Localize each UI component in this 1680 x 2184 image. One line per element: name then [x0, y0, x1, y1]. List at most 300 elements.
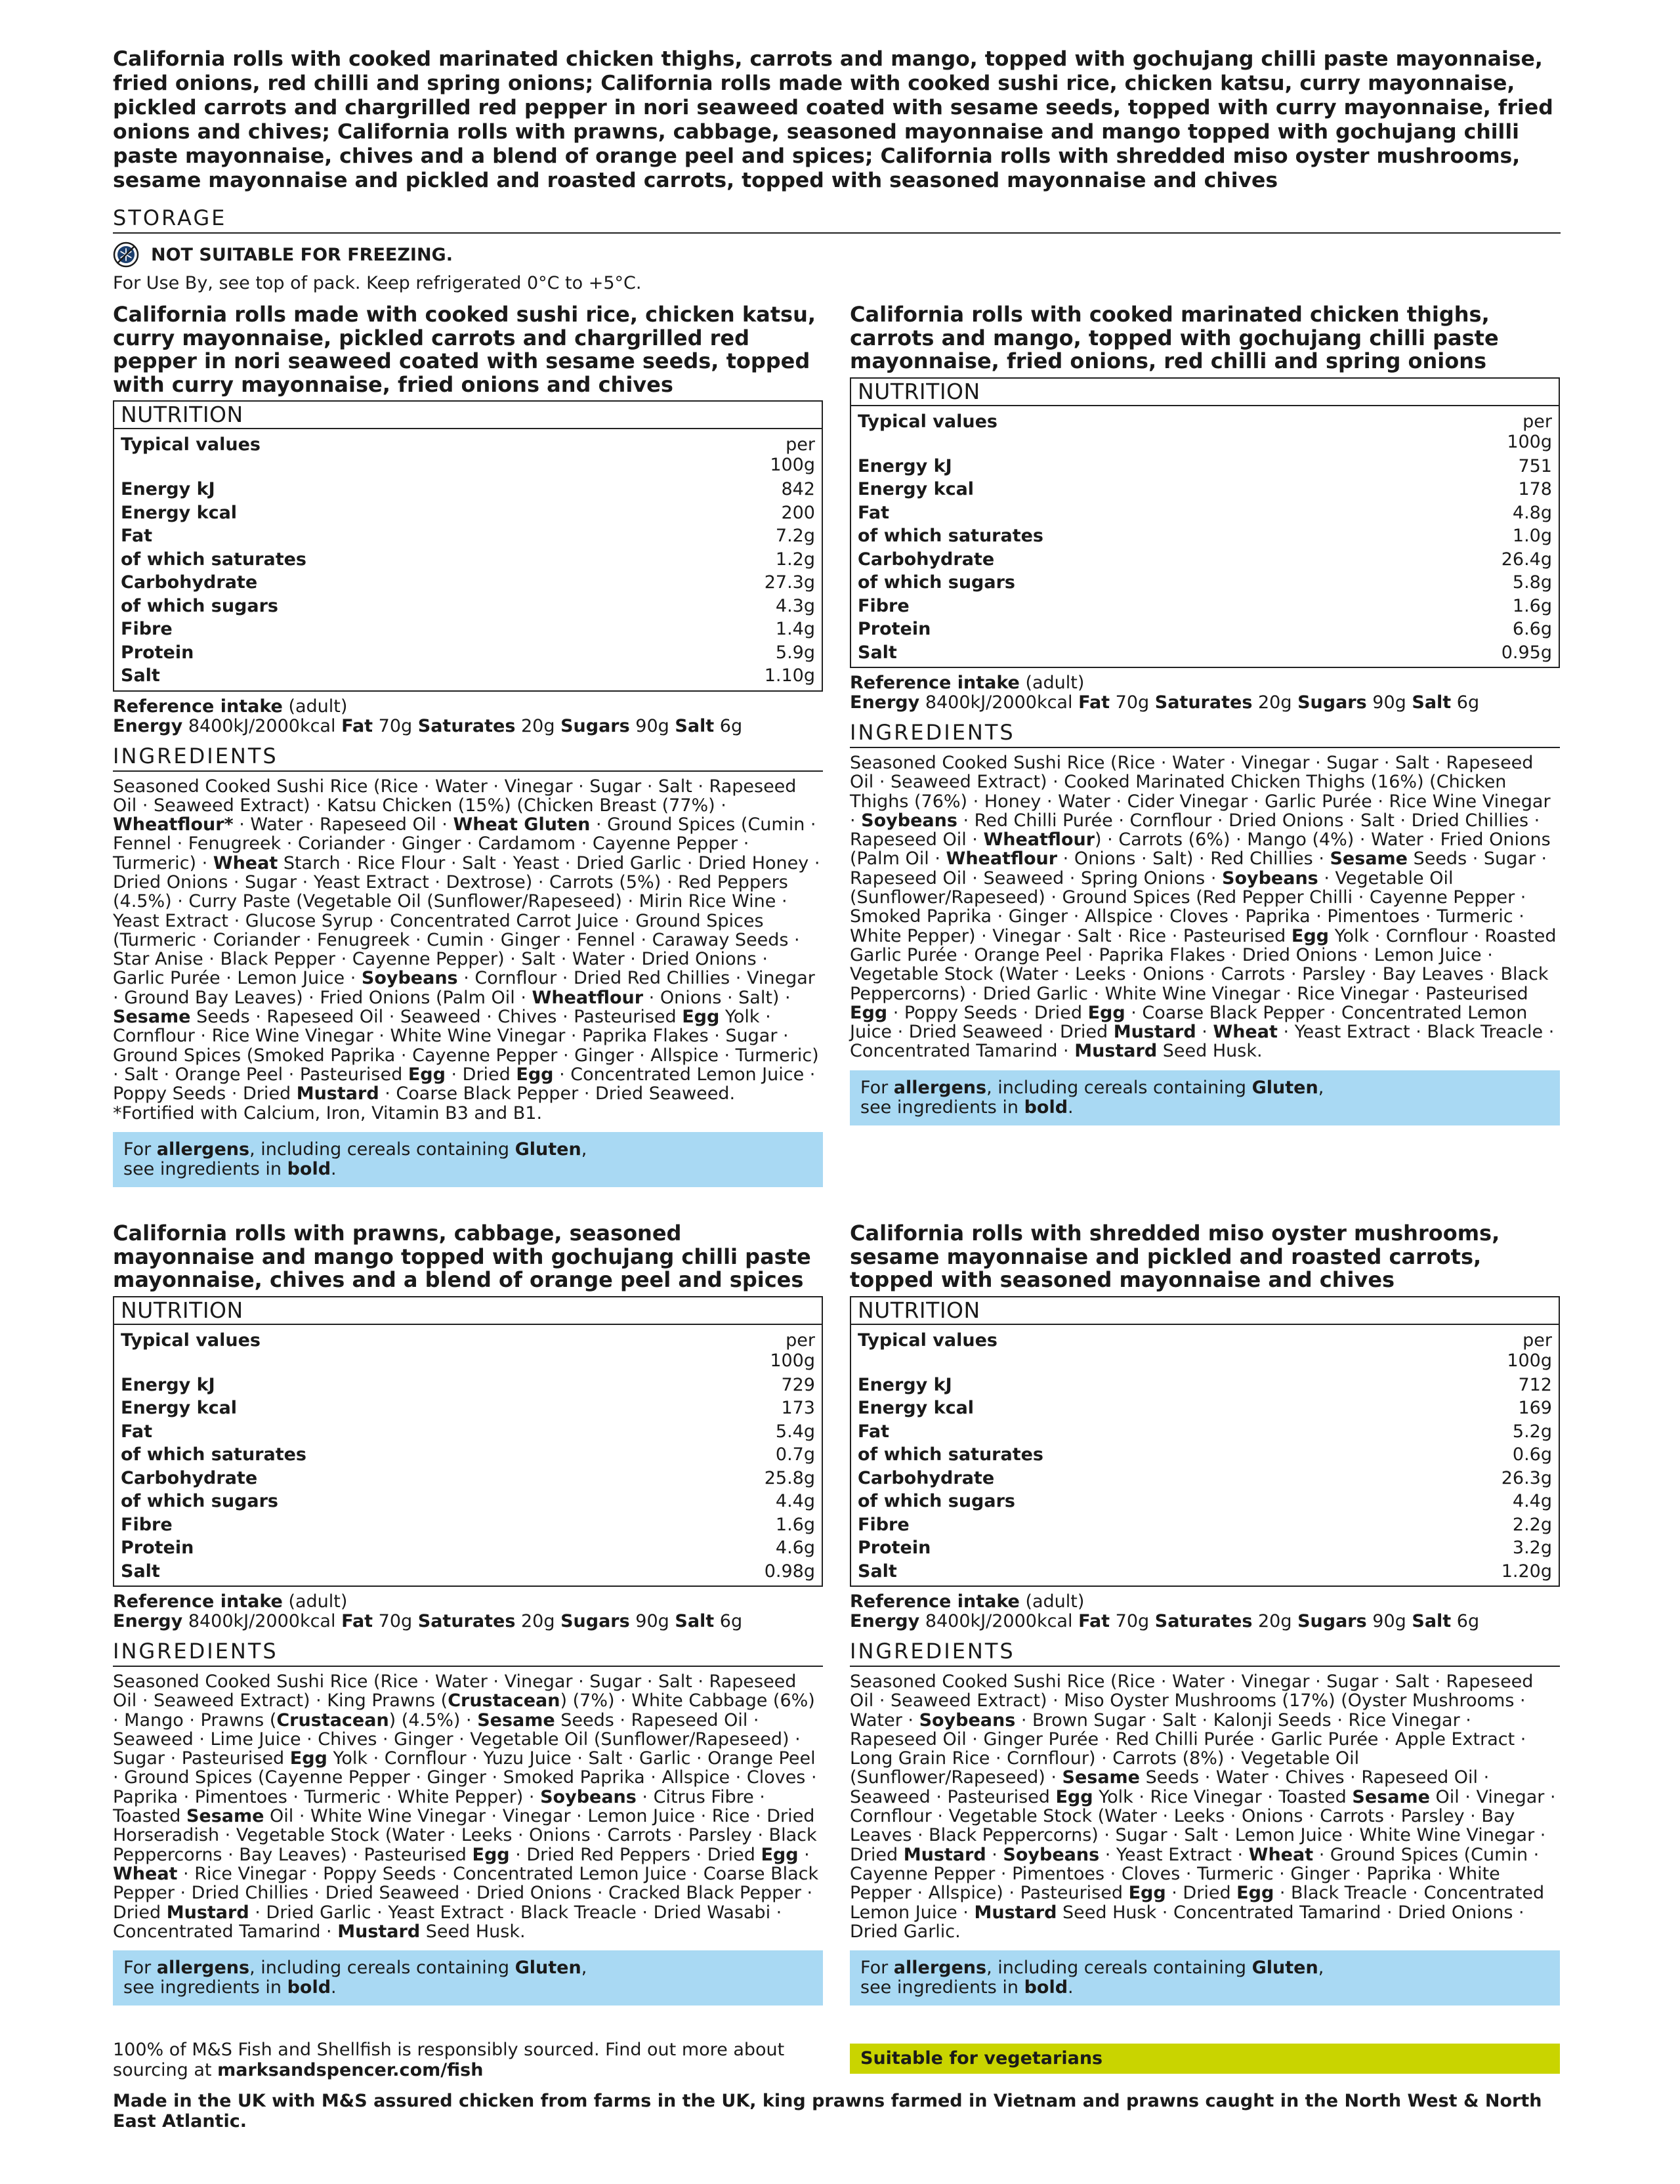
ingredient-text: Seed Husk.: [1157, 1041, 1263, 1062]
nutrient-name: Fat: [121, 1421, 152, 1442]
ingredient-text: Seasoned Cooked Sushi Rice (Rice · Water · Vinegar · Sugar · Salt · Rapeseed Oil · Seaweed Extract) · King Prawns (: [113, 1671, 797, 1712]
allergen-ingredient: Wheatflour: [532, 987, 644, 1008]
ingredient-text: · Onions · Salt) · Red Chillies ·: [1057, 849, 1330, 870]
nutrient-name: Salt: [121, 1561, 160, 1582]
ingredient-text: · Ground Spices (Cumin · Fennel · Fenugreek · Coriander · Ginger · Cardamom · Cayenne Pepper · Turmeric) ·: [113, 814, 816, 873]
ingredient-text: Seeds · Sugar · Rapeseed Oil · Seaweed · Spring Onions ·: [850, 849, 1547, 889]
nutrient-name: Protein: [858, 619, 931, 639]
ingredient-text: · Cornflour · Dried Red Chillies · Vinegar · Ground Bay Leaves) · Fried Onions (Palm Oil ·: [113, 968, 815, 1008]
reference-intake-part: Salt: [675, 1611, 715, 1631]
nutrition-row: [858, 524, 1552, 548]
nutrient-value: 842: [781, 479, 815, 499]
ingredients-list: [113, 1672, 823, 1941]
product-title: California rolls with shredded miso oyster mushrooms, sesame mayonnaise and pickled and roasted carrots, topped with seasoned mayonnaise and chives: [850, 1221, 1500, 1292]
allergen-ingredient: Egg: [289, 1748, 327, 1769]
allergen-ingredient: Egg: [408, 1064, 446, 1085]
allergen-ingredient: Soybeans: [919, 1710, 1016, 1731]
reference-intake-part: Energy: [113, 715, 183, 736]
reference-intake-part: Fat: [1078, 692, 1110, 713]
ingredient-text: ) · Carrots (6%) · Mango (4%) · Water · Fried Onions (Palm Oil ·: [850, 830, 1551, 870]
nutrition-table: [850, 377, 1560, 669]
reference-intake-part: Sugars: [560, 1611, 630, 1631]
nutrient-value: 7.2g: [775, 526, 815, 546]
ingredients-list: [850, 1672, 1560, 1941]
allergen-advice-part: see ingredients in: [860, 1097, 1018, 1118]
ingredient-text: Seasoned Cooked Sushi Rice (Rice · Water · Vinegar · Sugar · Salt · Rapeseed Oil · Seaweed Extract) · Miso Oyster Mushrooms (17%) (Oyster Mushrooms · Water ·: [850, 1671, 1534, 1731]
allergen-advice-part: bold: [287, 1158, 331, 1179]
product-title: California rolls made with cooked sushi rice, chicken katsu, curry mayonnaise, pickled carrots and chargrilled red pepper in nori seaweed coated with sesame seeds, topped with curry mayonnaise, fried onions and chives: [113, 302, 816, 397]
nutrient-value: 1.10g: [764, 665, 815, 686]
nutrient-name: Fat: [858, 502, 889, 523]
allergen-advice-part: For: [123, 1139, 152, 1160]
nutrition-row: [121, 1374, 815, 1397]
ingredient-text: ) (7%) · White Cabbage (6%) · Mango · Prawns (: [113, 1690, 815, 1731]
reference-intake-part: Sugars: [1297, 692, 1367, 713]
allergen-ingredient: Sesame: [1062, 1767, 1140, 1788]
allergen-ingredient: Mustard: [974, 1902, 1057, 1923]
per-100g-label: [763, 434, 815, 475]
nutrient-name: Fibre: [121, 619, 173, 639]
allergen-ingredient: Egg: [472, 1844, 510, 1865]
per-label: per: [1522, 1330, 1552, 1351]
reference-intake-part: 6g: [719, 715, 743, 736]
ingredient-text: · Coarse Black Pepper · Dried Seaweed.: [379, 1083, 736, 1104]
reference-intake-part: (adult): [1025, 1591, 1085, 1612]
nutrient-name: Fat: [858, 1421, 889, 1442]
reference-intake-part: 8400kJ/2000kcal: [188, 715, 336, 736]
product-panel: [850, 303, 1560, 1125]
allergen-ingredient: Egg: [682, 1007, 720, 1028]
storage-note: For Use By, see top of pack. Keep refrigerated 0°C to +5°C.: [113, 273, 642, 293]
reference-intake: [850, 1592, 1560, 1631]
reference-intake-part: (adult): [288, 696, 348, 717]
nutrient-value: 1.0g: [1512, 526, 1552, 546]
ingredient-text: Seed Husk.: [420, 1921, 526, 1942]
nutrition-row: [858, 1374, 1552, 1397]
reference-intake-part: 20g: [520, 1611, 555, 1631]
allergen-ingredient: Wheatflour: [983, 830, 1095, 850]
allergen-advice-part: bold: [287, 1977, 331, 1998]
ingredient-text: · Red Chilli Purée · Cornflour · Dried Onions · Salt · Dried Chillies · Rapeseed Oil ·: [850, 810, 1540, 850]
nutrition-row: [858, 1513, 1552, 1537]
nutrition-row: [858, 595, 1552, 618]
nutrition-body: [114, 1325, 822, 1586]
nutrition-body: [114, 429, 822, 690]
ingredients-list: [113, 777, 823, 1123]
nutrition-row: [121, 1490, 815, 1513]
allergen-advice-part: , including cereals containing: [986, 1958, 1247, 1979]
allergen-ingredient: Egg: [1087, 1002, 1125, 1023]
reference-intake-part: Saturates: [1154, 1611, 1253, 1631]
nutrition-row: [858, 501, 1552, 525]
nutrition-row: [858, 1490, 1552, 1513]
allergen-ingredient: Mustard: [903, 1844, 986, 1865]
nutrition-row: [121, 1467, 815, 1490]
ingredient-text: · Dried Garlic · Yeast Extract · Black Treacle · Dried Wasabi · Concentrated Tamarind ·: [113, 1902, 782, 1942]
reference-intake-part: Energy: [850, 1611, 920, 1631]
reference-intake-part: 70g: [378, 1611, 413, 1631]
ingredient-text: Oil · White Wine Vinegar · Vinegar · Lemon Juice · Rice · Dried Horseradish · Vegetable Stock (Water · Leeks · Onions · Carrots · Parsley · Black Peppercorns · Bay Leaves) · Pasteurised: [113, 1806, 817, 1865]
allergen-ingredient: Mustard: [166, 1902, 249, 1923]
reference-intake-part: 8400kJ/2000kcal: [188, 1611, 336, 1631]
nutrient-name: Fat: [121, 526, 152, 546]
per-unit-label: 100g: [1507, 431, 1552, 452]
allergen-advice-part: allergens: [156, 1958, 250, 1979]
nutrient-value: 1.6g: [1512, 595, 1552, 616]
allergen-advice-part: allergens: [156, 1139, 250, 1160]
allergen-ingredient: Egg: [761, 1844, 799, 1865]
nutrition-row: [121, 595, 815, 618]
reference-intake-part: Reference intake: [113, 1591, 283, 1612]
nutrition-row: [858, 1420, 1552, 1444]
reference-intake-part: Salt: [1412, 692, 1452, 713]
ingredient-text: · Ground Spices (Cumin · Cayenne Pepper · Pimentoes · Cloves · Turmeric · Ginger · Paprika · White Pepper · Allspice) · Pasteurised: [850, 1844, 1540, 1904]
nutrition-row: [858, 1396, 1552, 1420]
product-title: California rolls with cooked marinated chicken thighs, carrots and mango, topped with gochujang chilli paste mayonnaise, fried onions, red chilli and spring onions: [850, 302, 1499, 373]
freezing-warning-text: NOT SUITABLE FOR FREEZING.: [151, 244, 453, 265]
nutrient-value: 5.9g: [775, 642, 815, 663]
typical-values-label: Typical values: [858, 1330, 998, 1351]
reference-intake-part: 90g: [1372, 1611, 1406, 1631]
reference-intake-part: 20g: [1257, 692, 1292, 713]
allergen-advice-part: , including cereals containing: [986, 1077, 1247, 1098]
typical-values-label: Typical values: [121, 434, 261, 455]
ingredient-text: · Yeast Extract ·: [1099, 1844, 1249, 1865]
nutrient-value: 173: [781, 1398, 815, 1418]
nutrient-value: 2.2g: [1512, 1514, 1552, 1535]
allergen-ingredient: Mustard: [1113, 1022, 1196, 1043]
reference-intake-part: Fat: [341, 715, 373, 736]
nutrient-name: Carbohydrate: [858, 549, 995, 570]
allergen-advice-part: , including cereals containing: [249, 1958, 510, 1979]
nutrient-name: of which sugars: [858, 572, 1015, 593]
reference-intake-part: 6g: [719, 1611, 743, 1631]
allergen-advice-part: For: [860, 1958, 889, 1979]
reference-intake-part: Fat: [1078, 1611, 1110, 1631]
reference-intake-part: (adult): [288, 1591, 348, 1612]
fish-sourcing-link[interactable]: marksandspencer.com/fish: [217, 2060, 484, 2080]
nutrient-value: 0.7g: [775, 1444, 815, 1465]
product-panel: [113, 303, 823, 1187]
reference-intake-part: 70g: [378, 715, 413, 736]
allergen-advice-part: bold: [1024, 1977, 1068, 1998]
nutrition-row: [858, 1560, 1552, 1584]
per-label: per: [786, 434, 815, 455]
nutrition-table: [113, 400, 823, 692]
nutrition-row: [121, 478, 815, 501]
nutrition-row: [858, 641, 1552, 665]
nutrition-row: [121, 1536, 815, 1560]
nutrient-value: 1.6g: [775, 1514, 815, 1535]
allergen-advice-part: For: [860, 1077, 889, 1098]
ingredient-text: · Onions · Salt) ·: [643, 987, 791, 1008]
ingredients-list: [850, 753, 1560, 1061]
nutrient-value: 0.95g: [1501, 642, 1552, 663]
per-label: per: [1522, 411, 1552, 432]
origin-statement: Made in the UK with M&S assured chicken from farms in the UK, king prawns farmed in Vietnam and prawns caught in the North West & North East Atlantic.: [113, 2091, 1542, 2132]
allergen-advice-part: For: [123, 1958, 152, 1979]
nutrient-name: Energy kJ: [121, 479, 215, 499]
nutrition-row: [121, 1420, 815, 1444]
nutrient-name: of which saturates: [121, 549, 306, 570]
nutrient-name: Fibre: [858, 595, 910, 616]
no-freeze-icon: [113, 242, 139, 268]
ingredient-text: Seeds · Rapeseed Oil · Seaweed · Lime Juice · Chives · Ginger · Vegetable Oil (Sunflower/Rapeseed) · Sugar · Pasteurised: [113, 1710, 801, 1769]
fish-sourcing-text: 100% of M&S Fish and Shellfish is responsibly sourced. Find out more about sourcing at: [113, 2040, 785, 2080]
allergen-ingredient: Crustacean: [448, 1690, 560, 1712]
product-description: California rolls with cooked marinated chicken thighs, carrots and mango, topped with gochujang chilli paste mayonnaise, fried onions, red chilli and spring onions; California rolls made with cooked sushi rice, chicken katsu, curry mayonnaise, pickled carrots and chargrilled red pepper in nori seaweed coated with sesame seeds, topped with curry mayonnaise, fried onions and chives; California rolls with prawns, cabbage, seasoned mayonnaise and mango topped with gochujang chilli paste mayonnaise, chives and a blend of orange peel and spices; California rolls with shredded miso oyster mushrooms, sesame mayonnaise and pickled and roasted carrots, topped with seasoned mayonnaise and chives: [113, 47, 1553, 192]
nutrient-value: 4.4g: [775, 1491, 815, 1511]
nutrient-name: Protein: [121, 642, 194, 663]
nutrition-row: [858, 548, 1552, 572]
ingredient-text: Yolk · Cornflour · Yuzu Juice · Salt · Garlic · Orange Peel · Ground Spices (Cayenne Pepper · Ginger · Smoked Paprika · Allspice · Cloves · Paprika · Pimentoes · Turmeric · White Pepper) ·: [113, 1748, 817, 1807]
nutrient-name: of which sugars: [121, 595, 278, 616]
nutrition-row: [858, 478, 1552, 501]
nutrient-name: Protein: [858, 1538, 931, 1558]
ingredient-text: Yolk · Cornflour · Roasted Garlic Purée · Orange Peel · Paprika Flakes · Dried Onions · Lemon Juice · Vegetable Stock (Water · Leeks · Onions · Carrots · Parsley · Bay Leaves · Black Peppercorns) · Dried Garlic · White Wine Vinegar · Rice Vinegar · Pasteurised: [850, 925, 1557, 1004]
ingredient-text: Starch · Rice Flour · Salt · Yeast · Dried Garlic · Dried Honey · Dried Onions · Sugar · Yeast Extract · Dextrose) · Carrots (5%) · Red Peppers (4.5%) · Curry Paste (Vegetable Oil (Sunflower/Rapeseed) · Mirin Rice Wine · Yeast Extract · Glucose Syrup · Concentrated Carrot Juice · Ground Spices (Turmeric · Coriander · Fenugreek · Cumin · Ginger · Fennel · Caraway Seeds · Star Anise · Black Pepper · Cayenne Pepper) · Salt · Water · Dried Onions · Garlic Purée · Lemon Juice ·: [113, 852, 820, 989]
allergen-advice-part: bold: [1024, 1097, 1068, 1118]
nutrition-row: [858, 1443, 1552, 1467]
allergen-ingredient: Crustacean: [276, 1710, 389, 1731]
nutrient-value: 169: [1518, 1398, 1552, 1418]
reference-intake-part: Reference intake: [850, 1591, 1020, 1612]
allergen-advice-part: , including cereals containing: [249, 1139, 510, 1160]
allergen-ingredient: Egg: [516, 1064, 554, 1085]
nutrient-value: 1.20g: [1501, 1561, 1552, 1582]
nutrition-row: [858, 455, 1552, 478]
nutrient-value: 5.8g: [1512, 572, 1552, 593]
reference-intake-part: 70g: [1115, 1611, 1150, 1631]
typical-values-row: [858, 1330, 1552, 1371]
reference-intake-part: Sugars: [560, 715, 630, 736]
nutrient-value: 712: [1518, 1374, 1552, 1395]
allergen-advice-part: allergens: [893, 1077, 987, 1098]
reference-intake-part: Energy: [850, 692, 920, 713]
nutrition-row: [121, 664, 815, 688]
per-100g-label: [1500, 411, 1552, 452]
allergen-ingredient: Egg: [1291, 925, 1330, 946]
ingredients-heading: INGREDIENTS: [850, 1638, 1560, 1667]
allergen-ingredient: Wheatflour*: [113, 814, 234, 835]
nutrient-value: 751: [1518, 455, 1552, 476]
nutrient-value: 25.8g: [764, 1467, 815, 1488]
nutrition-row: [121, 501, 815, 525]
allergen-advice-part: Gluten: [514, 1958, 581, 1979]
reference-intake: [850, 673, 1560, 713]
ingredient-text: ·: [1196, 1022, 1213, 1043]
allergen-advice-part: Gluten: [1251, 1077, 1318, 1098]
ingredient-text: · Poppy Seeds · Dried: [887, 1002, 1088, 1023]
nutrition-row: [858, 618, 1552, 641]
nutrient-name: Energy kJ: [858, 1374, 952, 1395]
ingredient-text: · Dried: [445, 1064, 516, 1085]
nutrient-name: of which saturates: [858, 1444, 1043, 1465]
allergen-ingredient: Soybeans: [1222, 868, 1318, 889]
ingredient-text: · Yeast Extract · Black Treacle · Concentrated Tamarind ·: [850, 1022, 1555, 1062]
ingredient-text: Seed Husk · Concentrated Tamarind · Dried Onions · Dried Garlic.: [850, 1902, 1524, 1942]
product-title: California rolls with prawns, cabbage, seasoned mayonnaise and mango topped with gochujang chilli paste mayonnaise, chives and a blend of orange peel and spices: [113, 1221, 811, 1292]
nutrient-value: 27.3g: [764, 572, 815, 593]
allergen-advice-part: allergens: [893, 1958, 987, 1979]
ingredient-text: ) (4.5%) ·: [388, 1710, 478, 1731]
nutrition-table: [113, 1296, 823, 1587]
nutrient-name: Carbohydrate: [858, 1467, 995, 1488]
reference-intake-part: Energy: [113, 1611, 183, 1631]
per-100g-label: [763, 1330, 815, 1371]
allergen-advice-part: ,: [1318, 1077, 1324, 1098]
nutrient-name: Energy kJ: [858, 455, 952, 476]
nutrient-value: 1.2g: [775, 549, 815, 570]
allergen-advice-part: .: [1068, 1097, 1074, 1118]
nutrition-row: [858, 571, 1552, 595]
reference-intake-part: Sugars: [1297, 1611, 1367, 1631]
allergen-ingredient: Wheat: [213, 852, 278, 873]
allergen-ingredient: Egg: [1128, 1883, 1166, 1904]
nutrition-row: [121, 571, 815, 595]
allergen-ingredient: Mustard: [296, 1083, 379, 1104]
fish-sourcing-note: [113, 2040, 823, 2080]
ingredient-text: · Brown Sugar · Salt · Kalonji Seeds · Rice Vinegar · Rapeseed Oil · Ginger Purée · Red Chilli Purée · Garlic Purée · Apple Extract · Long Grain Rice · Cornflour) · Carrots (8%) · Vegetable Oil (Sunflower/Rapeseed) ·: [850, 1710, 1526, 1788]
allergen-advice: [850, 1950, 1560, 2006]
nutrient-name: of which saturates: [858, 526, 1043, 546]
allergen-advice-part: .: [1068, 1977, 1074, 1998]
typical-values-row: [121, 1330, 815, 1371]
allergen-ingredient: Wheat: [1248, 1844, 1314, 1865]
per-100g-label: [1500, 1330, 1552, 1371]
nutrient-value: 0.98g: [764, 1561, 815, 1582]
allergen-ingredient: Sesame: [113, 1007, 191, 1028]
reference-intake-part: 20g: [520, 715, 555, 736]
allergen-ingredient: Mustard: [1074, 1041, 1158, 1062]
nutrition-row: [121, 1396, 815, 1420]
nutrition-row: [121, 524, 815, 548]
nutrient-name: Salt: [858, 642, 897, 663]
nutrient-name: of which sugars: [858, 1491, 1015, 1511]
allergen-advice-part: Gluten: [514, 1139, 581, 1160]
allergen-advice-part: .: [331, 1158, 337, 1179]
allergen-ingredient: Sesame: [477, 1710, 555, 1731]
per-unit-label: 100g: [1507, 1350, 1552, 1371]
allergen-ingredient: Wheat: [113, 1863, 178, 1884]
typical-values-label: Typical values: [858, 411, 998, 432]
reference-intake-part: Saturates: [417, 715, 516, 736]
reference-intake-part: Reference intake: [850, 673, 1020, 693]
reference-intake-part: 70g: [1115, 692, 1150, 713]
storage-section: [113, 205, 1561, 293]
ingredient-text: · Dried: [1166, 1883, 1237, 1904]
nutrient-name: Energy kcal: [858, 1398, 975, 1418]
nutrition-row: [121, 1560, 815, 1584]
product-panel: [113, 1222, 823, 2006]
freezing-warning: [113, 242, 1561, 268]
nutrient-value: 26.4g: [1501, 549, 1552, 570]
nutrient-name: Carbohydrate: [121, 572, 258, 593]
allergen-ingredient: Soybeans: [861, 810, 957, 831]
allergen-ingredient: Wheat Gluten: [453, 814, 591, 835]
allergen-advice-part: ,: [581, 1958, 587, 1979]
nutrition-heading: NUTRITION: [114, 1297, 822, 1325]
storage-heading: STORAGE: [113, 205, 1561, 234]
reference-intake-part: 6g: [1456, 692, 1480, 713]
reference-intake-part: 8400kJ/2000kcal: [925, 1611, 1073, 1631]
per-unit-label: 100g: [770, 1350, 815, 1371]
nutrition-row: [858, 1536, 1552, 1560]
ingredient-text: Oil · Vinegar · Cornflour · Vegetable Stock (Water · Leeks · Onions · Carrots · Parsley · Bay Leaves · Black Peppercorns) · Sugar · Salt · Lemon Juice · White Wine Vinegar · Dried: [850, 1786, 1556, 1865]
nutrition-row: [121, 618, 815, 641]
ingredient-text: Seeds · Rapeseed Oil · Seaweed · Chives · Pasteurised: [190, 1007, 682, 1028]
per-unit-label: 100g: [770, 455, 815, 475]
allergen-advice: [113, 1132, 823, 1187]
nutrient-value: 200: [781, 502, 815, 523]
nutrient-name: of which saturates: [121, 1444, 306, 1465]
reference-intake: [113, 1592, 823, 1631]
nutrition-row: [121, 641, 815, 665]
nutrient-value: 3.2g: [1512, 1538, 1552, 1558]
typical-values-row: [121, 434, 815, 475]
nutrient-value: 0.6g: [1512, 1444, 1552, 1465]
nutrient-value: 4.4g: [1512, 1491, 1552, 1511]
nutrition-heading: NUTRITION: [114, 402, 822, 429]
reference-intake-part: Reference intake: [113, 696, 283, 717]
nutrition-heading: NUTRITION: [851, 379, 1559, 406]
nutrition-heading: NUTRITION: [851, 1297, 1559, 1325]
nutrition-row: [858, 1467, 1552, 1490]
allergen-advice-part: ,: [1318, 1958, 1324, 1979]
ingredient-text: Seasoned Cooked Sushi Rice (Rice · Water · Vinegar · Sugar · Salt · Rapeseed Oil · Seaweed Extract) · Cooked Marinated Chicken Thighs (16%) (Chicken Thighs (76%) · Honey · Water · Cider Vinegar · Garlic Purée · Rice Wine Vinegar ·: [850, 753, 1551, 831]
allergen-ingredient: Sesame: [186, 1806, 264, 1827]
ingredient-text: ·: [798, 1844, 810, 1865]
nutrient-name: Energy kcal: [121, 502, 238, 523]
allergen-ingredient: Sesame: [1352, 1786, 1430, 1807]
reference-intake-part: Salt: [675, 715, 715, 736]
nutrient-value: 178: [1518, 479, 1552, 499]
allergen-advice: [850, 1070, 1560, 1125]
ingredients-heading: INGREDIENTS: [850, 719, 1560, 748]
allergen-advice-part: Gluten: [1251, 1958, 1318, 1979]
ingredient-text: · Concentrated Lemon Juice · Poppy Seeds · Dried: [113, 1064, 816, 1104]
allergen-advice-part: see ingredients in: [860, 1977, 1018, 1998]
nutrient-value: 5.4g: [775, 1421, 815, 1442]
allergen-ingredient: Egg: [850, 1002, 888, 1023]
ingredient-text: · Black Treacle · Concentrated Lemon Juice ·: [850, 1883, 1545, 1923]
nutrient-name: Protein: [121, 1538, 194, 1558]
nutrient-value: 4.8g: [1512, 502, 1552, 523]
nutrient-name: Energy kJ: [121, 1374, 215, 1395]
nutrient-name: Fibre: [858, 1514, 910, 1535]
allergen-ingredient: Egg: [1236, 1883, 1274, 1904]
nutrient-name: Energy kcal: [121, 1398, 238, 1418]
allergen-ingredient: Wheat: [1213, 1022, 1278, 1043]
ingredient-text: Seeds · Water · Chives · Rapeseed Oil · Seaweed · Pasteurised: [850, 1767, 1490, 1807]
allergen-advice-part: see ingredients in: [123, 1977, 282, 1998]
nutrient-value: 4.6g: [775, 1538, 815, 1558]
ingredient-text: Seasoned Cooked Sushi Rice (Rice · Water · Vinegar · Sugar · Salt · Rapeseed Oil · Seaweed Extract) · Katsu Chicken (15%) (Chicken Breast (77%) ·: [113, 776, 797, 816]
nutrient-name: Salt: [858, 1561, 897, 1582]
nutrient-name: Fibre: [121, 1514, 173, 1535]
nutrition-row: [121, 1443, 815, 1467]
ingredient-text: · Vegetable Oil (Sunflower/Rapeseed) · Ground Spices (Red Pepper Chilli · Cayenne Pepper · Smoked Paprika · Ginger · Allspice · Cloves · Paprika · Pimentoes · Turmeric · White Pepper) · Vinegar · Salt · Rice · Pasteurised: [850, 868, 1526, 946]
reference-intake-part: Salt: [1412, 1611, 1452, 1631]
allergen-advice-part: see ingredients in: [123, 1158, 282, 1179]
ingredient-text: · Coarse Black Pepper · Concentrated Lemon Juice · Dried Seaweed · Dried: [850, 1002, 1528, 1043]
reference-intake-part: 90g: [635, 715, 669, 736]
nutrient-name: Carbohydrate: [121, 1467, 258, 1488]
nutrient-value: 4.3g: [775, 595, 815, 616]
allergen-ingredient: Sesame: [1330, 849, 1408, 870]
reference-intake-part: 90g: [1372, 692, 1406, 713]
reference-intake-part: 90g: [635, 1611, 669, 1631]
